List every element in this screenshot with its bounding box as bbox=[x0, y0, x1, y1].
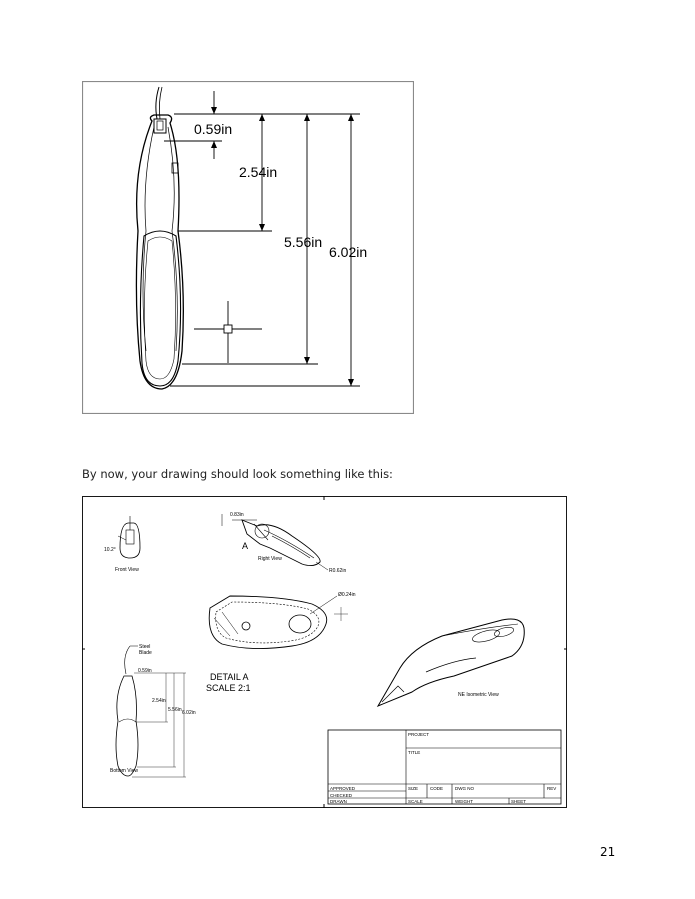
dim-label-2-54: 2.54in bbox=[239, 164, 278, 180]
tb-project: PROJECT bbox=[408, 732, 430, 737]
bottom-view-label: Bottom View bbox=[110, 768, 138, 774]
tb-rev: REV bbox=[547, 786, 557, 791]
page-number: 21 bbox=[600, 845, 616, 859]
tb-sheet: SHEET bbox=[511, 799, 527, 804]
iso-view-label: NE Isometric View bbox=[458, 692, 499, 698]
leader-steel: Steel bbox=[139, 644, 151, 650]
small-dim-5-56: 5.56in bbox=[168, 707, 182, 713]
tb-size: SIZE bbox=[408, 786, 419, 791]
dim-label-6-02: 6.02in bbox=[329, 244, 368, 260]
small-dim-2-54: 2.54in bbox=[152, 698, 166, 704]
detail-dim: Ø0.24in bbox=[338, 592, 356, 598]
title-block bbox=[328, 730, 561, 804]
right-view-radius: R0.62in bbox=[329, 568, 347, 574]
leader-blade: Blade bbox=[139, 650, 152, 656]
bottom-view-dimension-figure bbox=[82, 81, 414, 414]
front-view-label: Front View bbox=[115, 567, 139, 573]
drawing-sheet bbox=[82, 496, 567, 808]
dim-label-0-59: 0.59in bbox=[194, 121, 233, 137]
detail-scale: SCALE 2:1 bbox=[206, 683, 251, 693]
detail-callout-a: A bbox=[242, 541, 249, 551]
tb-drawn: DRAWN bbox=[330, 799, 347, 804]
tb-dwg-no: DWG NO bbox=[455, 786, 474, 791]
bottom-view-drawing bbox=[82, 81, 414, 414]
right-view-label: Right View bbox=[258, 556, 282, 562]
tb-weight: WEIGHT bbox=[455, 799, 473, 804]
tb-approved: APPROVED bbox=[330, 786, 356, 791]
tb-code: CODE bbox=[430, 786, 444, 791]
small-dim-6-02: 6.02in bbox=[182, 710, 196, 716]
tb-checked: CHECKED bbox=[330, 793, 353, 798]
caption-text: By now, your drawing should look something like this: bbox=[82, 467, 393, 481]
dim-label-5-56: 5.56in bbox=[284, 234, 323, 250]
tb-scale: SCALE bbox=[408, 799, 423, 804]
right-view-dim: 0.83in bbox=[230, 512, 244, 518]
tb-title: TITLE bbox=[408, 750, 421, 755]
drawing-sheet-figure bbox=[82, 496, 567, 808]
front-view-angle: 10.2° bbox=[104, 547, 116, 553]
detail-title: DETAIL A bbox=[210, 672, 249, 682]
small-dim-0-59: 0.59in bbox=[138, 668, 152, 674]
